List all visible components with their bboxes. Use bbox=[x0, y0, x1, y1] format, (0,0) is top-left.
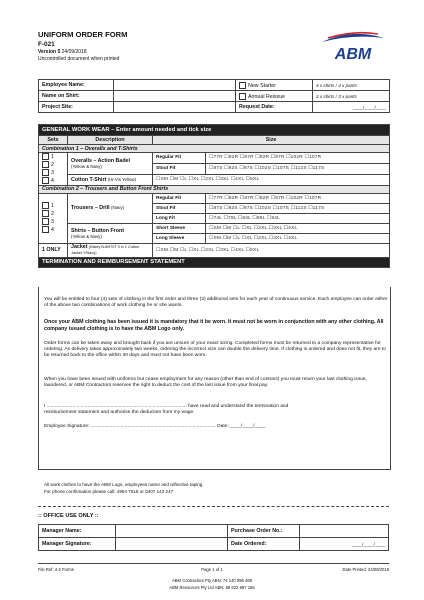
termination-heading: TERMINATION AND REIMBURSEMENT STATEMENT bbox=[39, 257, 390, 267]
overalls-stout-fit-label: Stout Fit bbox=[153, 163, 206, 174]
request-date-field[interactable]: ____/____/____ bbox=[313, 102, 390, 113]
jacket-sizes[interactable]: ☐SM ☐M ☐L ☐XL ☐2XL ☐3XL ☐4XL ☐5XL bbox=[153, 243, 390, 257]
abn-contractors: ABM Contractors Pty ABN: 74 140 996 489 bbox=[171, 578, 253, 583]
logo-note: All work clothes to have the ABM Logo, employees name and reflective taping. bbox=[44, 482, 204, 487]
tshirt-sizes[interactable]: ☐SM ☐M ☐L ☐XL ☐2XL ☐3XL ☐4XL ☐5XL bbox=[153, 174, 390, 185]
page-number: Page 1 of 1 bbox=[201, 567, 223, 572]
combo1-set-1-checkbox[interactable] bbox=[42, 153, 49, 160]
version-line: Version 5 24/09/2018 bbox=[38, 49, 87, 55]
annual-reissue-option[interactable]: Annual Reissue bbox=[236, 91, 313, 102]
annual-reissue-note: 3 x shirts / 3 x pants bbox=[313, 91, 390, 102]
tshirt-description: Cotton T-Shirt (Hi-Vis Yellow) bbox=[68, 174, 153, 185]
termination-paragraph-4: When you have been issued with uniforms but cease employment for any reason (other than end of contract) you must return your last clothing issue, laundered, or ABM Contractors reserves the right to deduct the cost of the last issue from your final pay. bbox=[44, 377, 367, 389]
combo1-sets[interactable]: 1 2 3 4 bbox=[39, 153, 68, 186]
footer-rule bbox=[38, 563, 389, 564]
authorisation-statement: I ....................................................................................................... have read and understand the termination and reimbursement statement and authorise the deduction from my wage. bbox=[44, 404, 289, 416]
employee-name-field[interactable] bbox=[114, 80, 236, 91]
combo1-set-4-checkbox[interactable] bbox=[42, 177, 49, 184]
date-printed: Date Printed: 24/09/2018 bbox=[342, 567, 389, 572]
annual-reissue-checkbox[interactable] bbox=[239, 93, 246, 100]
overalls-stout-sizes[interactable]: ☐87S ☐92S ☐97S ☐102S ☐107S ☐112S ☐117S bbox=[206, 163, 390, 174]
termination-paragraph-1: You will be entitled to four (4) sets of clothing in the first order and three (3) additional sets for each year of continuous service. Each employee can order either of the above two combinations of work clothing he or she wants. bbox=[44, 297, 388, 309]
short-sleeve-label: Short Sleeve bbox=[153, 223, 206, 233]
combo2-set-1-checkbox[interactable] bbox=[42, 202, 49, 209]
manager-name-label: Manager Name: bbox=[39, 525, 116, 538]
overalls-regular-fit-label: Regular Fit bbox=[153, 153, 206, 164]
jacket-one-only: 1 ONLY bbox=[39, 243, 68, 257]
svg-text:ABM: ABM bbox=[334, 46, 372, 63]
project-site-field[interactable] bbox=[114, 102, 236, 113]
purchase-order-label: Purchase Order No.: bbox=[228, 525, 300, 538]
trousers-stout-sizes[interactable]: ☐87S ☐92S ☐97S ☐102S ☐107S ☐112S ☐117S bbox=[206, 203, 390, 213]
termination-paragraph-2: Once your ABM clothing has been issued it is mandatory that it be worn. It must not be worn in conjunction with any other clothing. All company issued clothing is to have the ABM Logo only. bbox=[44, 319, 384, 332]
date-ordered-field[interactable]: ____/____/____ bbox=[300, 538, 389, 551]
trousers-long-sizes[interactable]: ☐74L ☐79L ☐84L ☐89L ☐94L bbox=[206, 213, 390, 223]
jacket-description: Jacket (Bisley BJ6970T 3 in 1 Cotton Jacket Y/Navy) bbox=[68, 243, 153, 257]
combo1-set-3-checkbox[interactable] bbox=[42, 169, 49, 176]
work-wear-heading: GENERAL WORK WEAR – Enter amount needed and tick size bbox=[39, 125, 390, 136]
abm-logo bbox=[318, 26, 388, 68]
phone-note: For phone confirmation please call: 4964 7515 or 0407 142 247 bbox=[44, 489, 174, 494]
combination-2-heading: Combination 2 – Trousers and Button Front Shirts bbox=[39, 185, 390, 193]
trousers-long-fit-label: Long Fit bbox=[153, 213, 206, 223]
combination-1-heading: Combination 1 – Overalls and T-Shirts bbox=[39, 145, 390, 153]
uncontrolled-note: Uncontrolled document when printed bbox=[38, 56, 120, 62]
combo2-set-4-checkbox[interactable] bbox=[42, 226, 49, 233]
employee-name-label: Employee Name: bbox=[39, 80, 114, 91]
trousers-description: Trousers – Drill (Navy) bbox=[68, 193, 153, 223]
sets-column-header: Sets bbox=[39, 136, 68, 145]
short-sleeve-sizes[interactable]: ☐SM ☐M ☐L ☐XL ☐2XL ☐3XL ☐4XL bbox=[206, 223, 390, 233]
new-starter-option[interactable]: New Starter bbox=[236, 80, 313, 91]
combo2-set-3-checkbox[interactable] bbox=[42, 218, 49, 225]
employee-details-table bbox=[38, 79, 390, 113]
office-use-heading: :: OFFICE USE ONLY :: bbox=[38, 513, 99, 519]
trousers-regular-sizes[interactable]: ☐77R ☐82R ☐87R ☐92R ☐97R ☐102R ☐107R bbox=[206, 193, 390, 203]
work-wear-table bbox=[38, 124, 390, 268]
combo2-set-2-checkbox[interactable] bbox=[42, 210, 49, 217]
file-reference: File Ref: 4-2 Forms bbox=[38, 567, 74, 572]
request-date-label: Request Date: bbox=[236, 102, 313, 113]
name-on-shirt-label: Name on Shirt: bbox=[39, 91, 114, 102]
office-use-table bbox=[38, 524, 389, 551]
form-title: UNIFORM ORDER FORM bbox=[38, 30, 128, 39]
combo2-sets[interactable]: 1 2 3 4 bbox=[39, 193, 68, 243]
name-on-shirt-field[interactable] bbox=[114, 91, 236, 102]
trousers-stout-fit-label: Stout Fit bbox=[153, 203, 206, 213]
new-starter-note: 4 x shirts / 4 x pants bbox=[313, 80, 390, 91]
form-code: F-021 bbox=[38, 41, 55, 48]
project-site-label: Project Site: bbox=[39, 102, 114, 113]
overalls-regular-sizes[interactable]: ☐77R ☐82R ☐87R ☐92R ☐97R ☐102R ☐107R bbox=[206, 153, 390, 164]
employee-signature-line[interactable]: Employee Signature: ............................................................................................ Date: ____/____/____ bbox=[44, 424, 266, 429]
termination-paragraph-3: Order forms can be taken away and brought back if you are unsure of your exact sizing. Completed forms must be returned to a company representative for ordering. As delivery takes approximately two weeks, ordering the incorrect size can double the delivery time. If clothing is ordered and does not fit, they are to be returned back to the office within 30 days and must not have been worn. bbox=[44, 341, 386, 359]
trousers-regular-fit-label: Regular Fit bbox=[153, 193, 206, 203]
long-sleeve-label: Long Sleeve bbox=[153, 233, 206, 243]
overalls-description: Overalls – Action Badel (Yellow & Navy) bbox=[68, 153, 153, 175]
abn-resources: ABM Resources Pty Ltd ABN: 89 622 997 166 bbox=[169, 585, 255, 590]
combo1-set-2-checkbox[interactable] bbox=[42, 161, 49, 168]
new-starter-checkbox[interactable] bbox=[239, 82, 246, 89]
long-sleeve-sizes[interactable]: ☐SM ☐M ☐L ☐XL ☐2XL ☐3XL ☐4XL bbox=[206, 233, 390, 243]
date-ordered-label: Date Ordered: bbox=[228, 538, 300, 551]
office-divider bbox=[38, 506, 389, 507]
manager-signature-label: Manager Signature: bbox=[39, 538, 116, 551]
size-column-header: Size bbox=[153, 136, 390, 145]
purchase-order-field[interactable] bbox=[300, 525, 389, 538]
shirts-description: Shirts – Button Front (Yellow & Navy) bbox=[68, 223, 153, 243]
manager-signature-field[interactable] bbox=[116, 538, 228, 551]
manager-name-field[interactable] bbox=[116, 525, 228, 538]
description-column-header: Description bbox=[68, 136, 153, 145]
